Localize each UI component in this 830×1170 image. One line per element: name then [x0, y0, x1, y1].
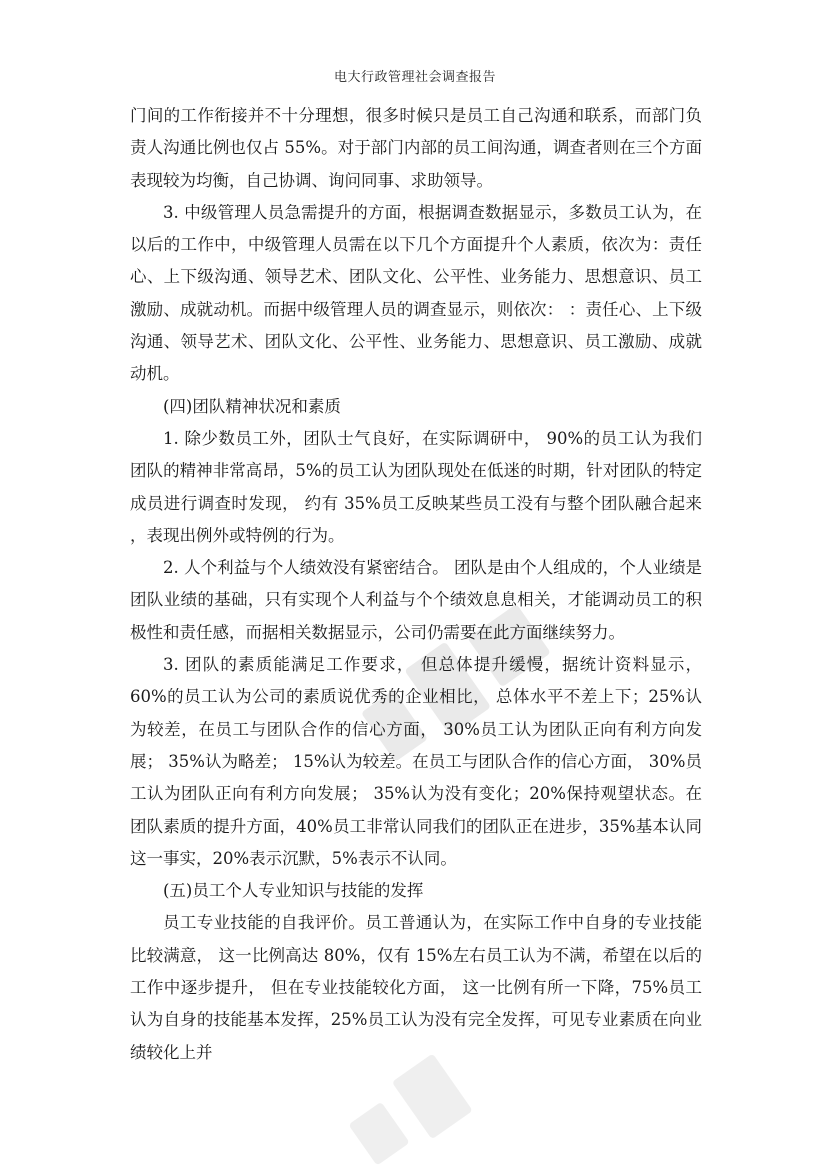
paragraph-item-3-management: 3. 中级管理人员急需提升的方面，根据调查数据显示，多数员工认为，在以后的工作中，中级管理人员需在以下几个方面提升个人素质，依次为：责任心、上下级沟通、领导艺术、团队文化、公平性、业务能力、思想意识、员工激励、成就动机。而据中级管理人员的调查显示，则依次： ：责任心、上下级沟通、领导艺术、团队文化、公平性、业务能力、思想意识、员工激励、成就动机。: [130, 202, 702, 384]
document-body: [130, 100, 702, 1069]
section-heading-5: (五)员工个人专业知识与技能的发挥: [163, 881, 424, 901]
paragraph-continuation: 门间的工作衔接并不十分理想，很多时候只是员工自己沟通和联系，而部门负责人沟通比例也仅占 55%。对于部门内部的员工间沟通，调查者则在三个方面表现较为均衡，自己协调、询问同事、求助领导。: [130, 106, 702, 190]
section-heading-4: (四)团队精神状况和素质: [163, 396, 341, 416]
paragraph-skills: 员工专业技能的自我评价。员工普通认为，在实际工作中自身的专业技能比较满意， 这一比例高达 80%，仅有 15%左右员工认为不满，希望在以后的工作中逐步提升， 但在专业技能较化方面， 这一比例有所一下降，75%员工认为自身的技能基本发挥，25%员工认为没有完全发挥，可见专业素质在向业绩较化上并: [130, 913, 702, 1062]
paragraph-item-3-quality: 3. 团队的素质能满足工作要求， 但总体提升缓慢，据统计资料显示， 60%的员工认为公司的素质说优秀的企业相比， 总体水平不差上下；25%认为较差，在员工与团队合作的信心方面， 30%员工认为团队正向有利方向发展； 35%认为略差； 15%认为较差。在员工与团队合作的信心方面， 30%员工认为团队正向有利方向发展； 35%认为没有变化；20%保持观望状态。在团队素质的提升方面，40%员工非常认同我们的团队正在进步，35%基本认同这一事实，20%表示沉默，5%表示不认同。: [130, 655, 702, 868]
paragraph-item-2-interest: 2. 人个利益与个人绩效没有紧密结合。 团队是由个人组成的，个人业绩是团队业绩的基础，只有实现个人利益与个个绩效息息相关，才能调动员工的积极性和责任感，而据相关数据显示，公司仍需要在此方面继续努力。: [130, 558, 702, 642]
page-header: 电大行政管理社会调查报告: [333, 70, 496, 85]
paragraph-item-1-morale: 1. 除少数员工外，团队士气良好，在实际调研中， 90%的员工认为我们团队的精神非常高昂，5%的员工认为团队现处在低迷的时期，针对团队的特定成员进行调查时发现， 约有 35%员工反映某些员工没有与整个团队融合起来 ，表现出例外或特例的行为。: [130, 428, 702, 545]
